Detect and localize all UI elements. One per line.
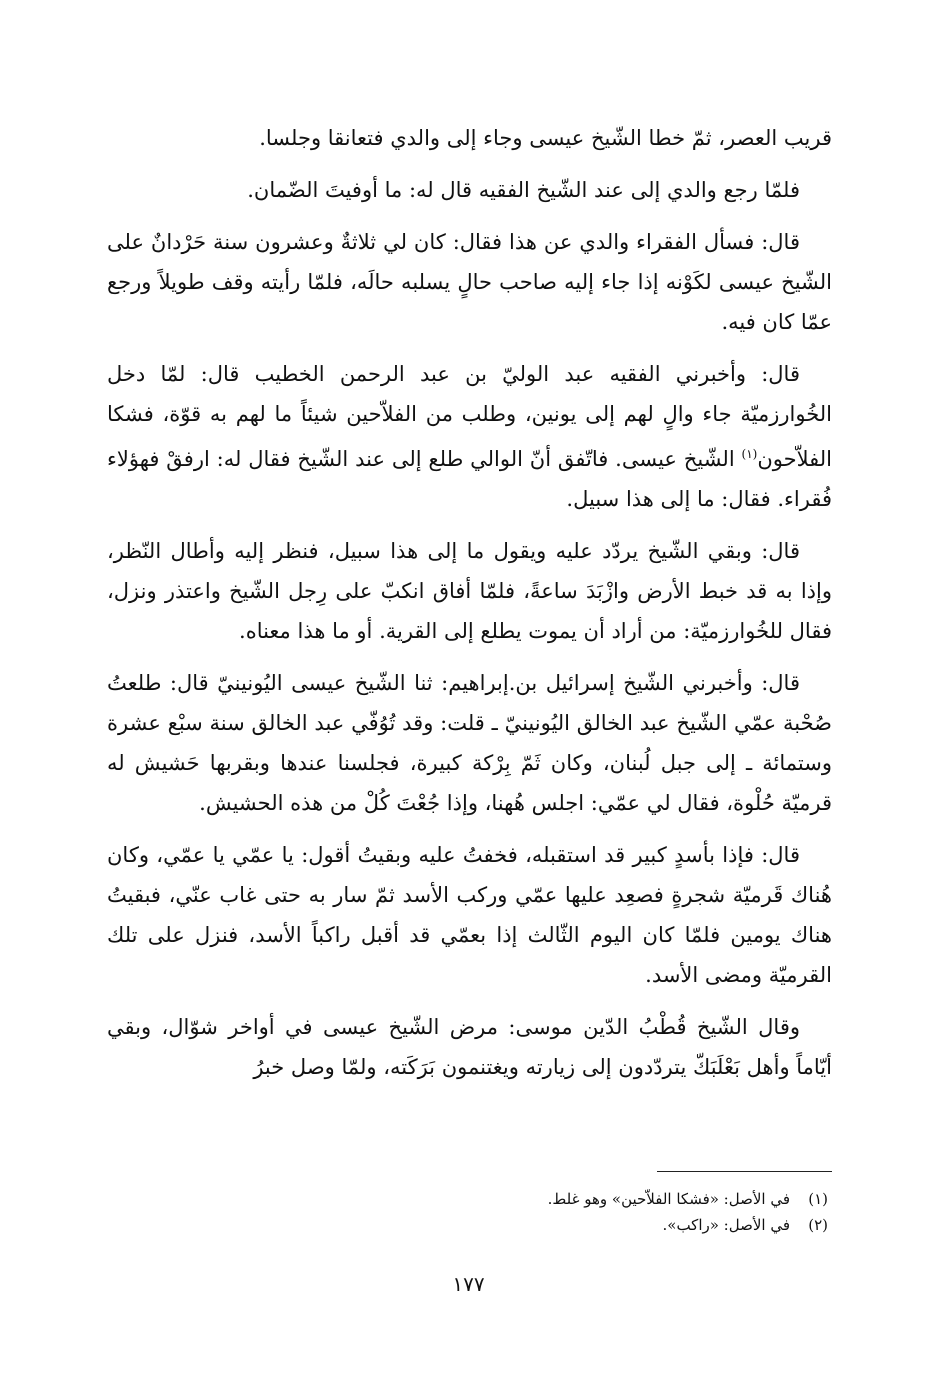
footnote-number: (١) xyxy=(808,1190,828,1208)
paragraph-7: قال: فإذا بأسدٍ كبير قد استقبله، فخفتُ عليه وبقيتُ أقول: يا عمّي يا عمّي، وكان هُناك قَرميّة شجرةٍ فصعِد عليها عمّي وركب الأسد ثمّ سار به حتى غاب عنّي، فبقيتُ هناك يومين فلمّا كان اليوم الثّالث إذا بعمّي قد أقبل راكباً الأسد، فنزل على تلك القرميّة ومضى الأسد. xyxy=(107,843,832,987)
footnote-divider xyxy=(657,1171,832,1172)
paragraph-4-rest: الشّيخ عيسى. فاتّفق أنّ الوالي طلع إلى عند الشّيخ فقال له: ارفقْ فهؤلاء فُقراء. فقال: ما إلى هذا سبيل. xyxy=(107,447,832,511)
footnote-ref-1: (١) xyxy=(741,447,758,461)
footnotes xyxy=(107,1186,832,1238)
paragraph-4 xyxy=(107,354,832,519)
paragraph-8: وقال الشّيخ قُطْبُ الدّين موسى: مرض الشّيخ عيسى في أواخر شوّال، وبقي أيّاماً وأهل بَعْلَبَكّ يتردّدون إلى زيارته ويغتنمون بَرَكَته، ولمّا وصل خبرُ xyxy=(107,1015,832,1079)
footnote-1 xyxy=(107,1186,832,1212)
paragraph-5: قال: وبقي الشّيخ يردّد عليه ويقول ما إلى هذا سبيل، فنظر إليه وأطال النّظر، وإذا به قد خبط الأرض وازْبَدَ ساعةً، فلمّا أفاق انكبّ على رِجل الشّيخ واعتذر ونزل، فقال للخُوارزميّة: من أراد أن يموت يطلع إلى القرية. أو ما هذا معناه. xyxy=(107,539,832,643)
page-number: ١٧٧ xyxy=(452,1272,485,1296)
footnote-2 xyxy=(107,1212,832,1238)
paragraph-1: قريب العصر، ثمّ خطا الشّيخ عيسى وجاء إلى والدي فتعانقا وجلسا. xyxy=(259,126,832,150)
paragraph-2: فلمّا رجع والدي إلى عند الشّيخ الفقيه قال له: ما أوفيتَ الضّمان. xyxy=(247,178,800,202)
paragraph-4-text: قال: وأخبرني الفقيه عبد الوليّ بن عبد الرحمن الخطيب قال: لمّا دخل الخُوارزميّة جاء والٍ لهم إلى يونين، وطلب من الفلاّحين شيئاً ما لهم به قوّة، فشكا الفلاّحون xyxy=(107,362,832,471)
paragraph-6: قال: وأخبرني الشّيخ إسرائيل بن.إبراهيم: ثنا الشّيخ عيسى اليُونينيّ قال: طلعتُ صُحْبة عمّي الشّيخ عبد الخالق اليُونينيّ ـ قلت: وقد تُوُفّي عبد الخالق سنة سبْع عشرة وستمائة ـ إلى جبل لُبنان، وكان ثَمّ بِرْكة كبيرة، فجلسنا عندها وبقربها حَشيش له قرميّة حُلْوة، فقال لي عمّي: اجلس هُهنا، وإذا جُعْتَ كُلْ من هذه الحشيش. xyxy=(107,671,832,815)
main-text xyxy=(107,118,832,1099)
paragraph-3: قال: فسأل الفقراء والدي عن هذا فقال: كان لي ثلاثةٌ وعشرون سنة حَرْدانٌ على الشّيخ عيسى لكَوْنه إذا جاء إليه صاحب حالٍ يسلبه حالَه، فلمّا رأيته وقف طويلاً ورجع عمّا كان فيه. xyxy=(107,230,832,334)
footnote-text: في الأصل: «فشكا الفلاّحين» وهو غلط. xyxy=(547,1190,790,1208)
footnote-text: في الأصل: «راكب». xyxy=(662,1216,790,1234)
footnote-number: (٢) xyxy=(808,1216,828,1234)
